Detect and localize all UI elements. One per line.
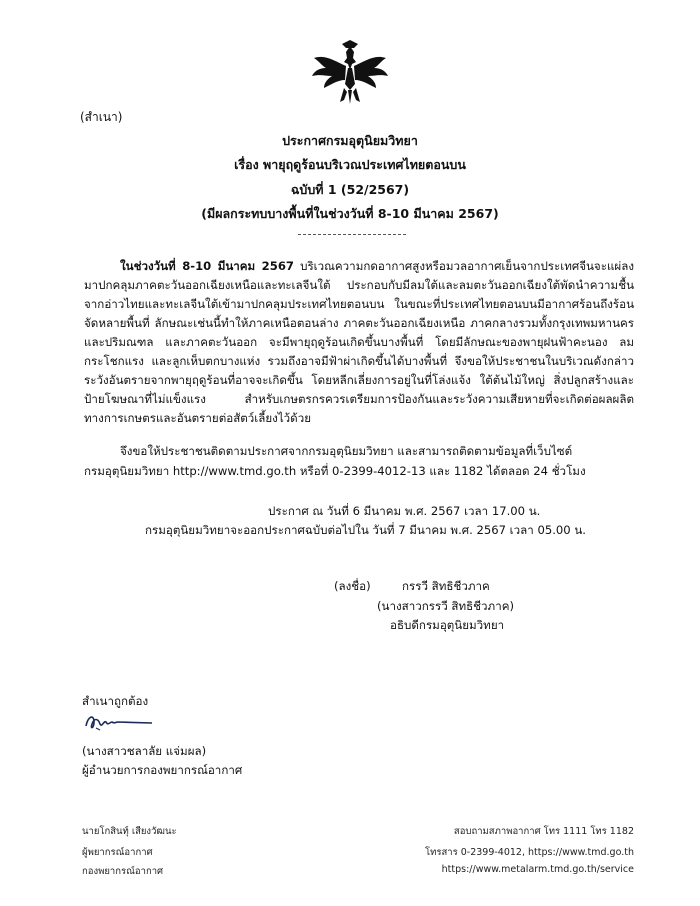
footer-right-line-2[interactable]: โทรสาร 0-2399-4012, https://www.tmd.go.th	[425, 847, 634, 858]
certifier-name: (นางสาวชลาลัย แจ่มผล)	[82, 744, 207, 758]
body-paragraph-text: บริเวณความกดอากาศสูงหรือมวลอากาศเย็นจากประเทศจีนจะแผ่ลงมาปกคลุมภาคตะวันออกเฉียงเหนือและทะเลจีนใต้ ประกอบกับมีลมใต้และลมตะวันออกเฉียงใต้พัดนำความชื้นจากอ่าวไทยและทะเลจีนใต้เข้ามาปกคลุมประเทศไทยตอนบน ในขณะที่ประเทศไทยตอนบนมีอากาศร้อนถึงร้อนจัดหลายพื้นที่ ลักษณะเช่นนี้ทำให้ภาคเหนือตอนล่าง ภาคตะวันออกเฉียงเหนือ ภาคกลางรวมทั้งกรุงเทพมหานครและปริมณฑล และภาคตะวันออก จะมีพายุฤดูร้อนเกิดขึ้นบางพื้นที่ โดยมีลักษณะของพายุฝนฟ้าคะนอง ลมกระโชกแรง และลูกเห็บตกบางแห่ง รวมถึงอาจมีฟ้าผ่าเกิดขึ้นได้บางพื้นที่ จึงขอให้ประชาชนในบริเวณดังกล่าวระวังอันตรายจากพายุฤดูร้อนที่อาจจะเกิดขึ้น โดยหลีกเลี่ยงการอยู่ในที่โล่งแจ้ง ใต้ต้นไม้ใหญ่ สิ่งปลูกสร้างและป้ายโฆษณาที่ไม่แข็งแรง สำหรับเกษตรกรควรเตรียมการป้องกันและระวังความเสียหายที่จะเกิดต่อผลผลิตทางการเกษตรและอันตรายต่อสัตว์เลี้ยงไว้ด้วย	[84, 259, 634, 425]
footer-right-line-1: สอบถามสภาพอากาศ โทร 1111 โทร 1182	[453, 826, 634, 837]
body-paragraph-2-line-1: จึงขอให้ประชาชนติดตามประกาศจากกรมอุตุนิยมวิทยา และสามารถติดตามข้อมูลที่เว็บไซต์	[120, 444, 573, 458]
handwritten-signature	[82, 710, 162, 736]
signatory-title: อธิบดีกรมอุตุนิยมวิทยา	[390, 618, 505, 632]
footer-right-line-3[interactable]: https://www.metalarm.tmd.go.th/service	[441, 864, 634, 875]
divider	[298, 234, 406, 235]
signed-name: กรรวี สิทธิชีวภาค	[402, 579, 490, 593]
notice-subject: เรื่อง พายุฤดูร้อนบริเวณประเทศไทยตอนบน	[234, 157, 466, 172]
certify-label: สำเนาถูกต้อง	[82, 694, 149, 708]
copy-mark: (สำเนา)	[80, 110, 123, 124]
notice-number: ฉบับที่ 1 (52/2567)	[290, 182, 410, 197]
footer-left-line-3: กองพยากรณ์อากาศ	[82, 866, 164, 877]
notice-title: ประกาศกรมอุตุนิยมวิทยา	[282, 133, 418, 148]
next-notice: กรมอุตุนิยมวิทยาจะออกประกาศฉบับต่อไปใน วันที่ 7 มีนาคม พ.ศ. 2567 เวลา 05.00 น.	[145, 523, 586, 537]
footer-left-line-2: ผู้พยากรณ์อากาศ	[82, 847, 153, 858]
signed-prefix: (ลงชื่อ)	[334, 579, 371, 593]
notice-effect-period: (มีผลกระทบบางพื้นที่ในช่วงวันที่ 8-10 มีนาคม 2567)	[201, 206, 499, 221]
body-paragraph-lead: ในช่วงวันที่ 8-10 มีนาคม 2567	[120, 259, 294, 273]
certifier-title: ผู้อำนวยการกองพยากรณ์อากาศ	[82, 763, 243, 777]
issued-date: ประกาศ ณ วันที่ 6 มีนาคม พ.ศ. 2567 เวลา 17.00 น.	[268, 504, 541, 518]
garuda-emblem	[308, 40, 392, 108]
footer-left-line-1: นายโกสินทุ์ เสียงวัฒนะ	[82, 826, 177, 837]
body-paragraph-1	[84, 257, 634, 428]
body-paragraph-2-line-2: กรมอุตุนิยมวิทยา http://www.tmd.go.th หรือที่ 0-2399-4012-13 และ 1182 ได้ตลอด 24 ชั่วโมง	[84, 464, 586, 478]
signatory-full-name: (นางสาวกรรวี สิทธิชีวภาค)	[377, 599, 514, 613]
